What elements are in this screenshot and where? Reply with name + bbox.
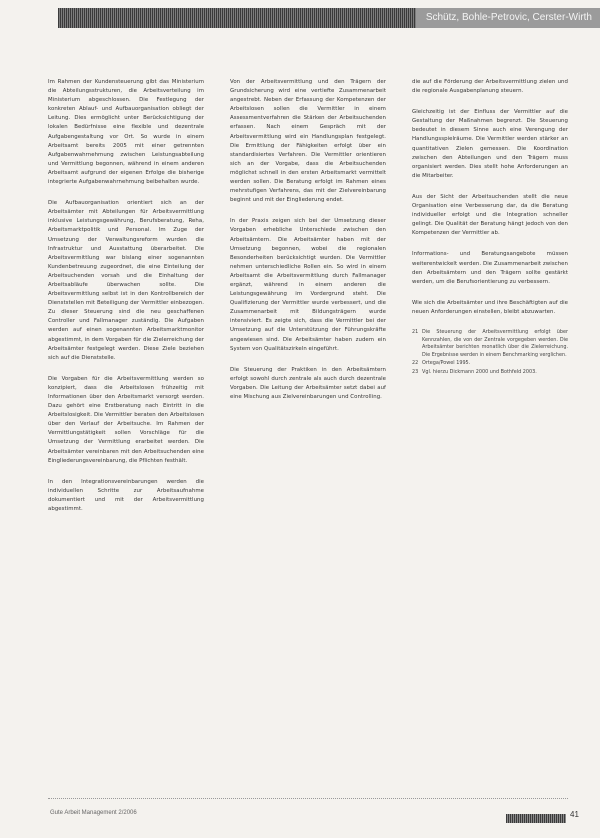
column-2 <box>230 78 386 790</box>
article-body <box>48 78 568 790</box>
footnote-number: 21 <box>412 328 419 335</box>
paragraph: Im Rahmen der Kundensteuerung gibt das Ministerium die Abteilungsstrukturen, die Arbeitsverteilung im Ministerium abgeschlossen. Die Festlegung der konkreten Ablauf- und Aufbauorganisation obliegt der Leitung. Dies ermöglicht unter Berücksichtigung der lokalen Bedürfnisse eine flexible und dezentrale Aufgabengestaltung vor Ort. So wurde in einem Arbeitsamt bereits 2005 mit einer getrennten Aufgabenwahrnehmung zwischen Leistungsabteilung und Vermittlung begonnen, während in einem anderen Arbeitsamt aufgrund der eigenen Erfolge die bisherige integrierte Aufgabenwahrnehmung beibehalten wurde. <box>48 79 204 186</box>
page-number: 41 <box>570 810 579 819</box>
paragraph: Von der Arbeitsvermittlung und den Trägern der Grundsicherung wird eine vertiefte Zusammenarbeit angestrebt. Neben der Erfassung der Kompetenzen der Arbeitslosen sollen die Vermittler in einem Assessmentverfahren die Stärken der Arbeitsuchenden erfassen. Nach einem Gespräch mit der Arbeitsvermittlung wird ein Handlungsplan festgelegt. Die Ermittlung der Fähigkeiten erfolgt über ein standardisiertes Verfahren. Die Vermittler orientieren sich an der Vorgabe, dass die Arbeitsuchenden möglichst schnell in den ersten Arbeitsmarkt vermittelt werden sollen. Die Beratung erfolgt im Rahmen eines mehrstufigen Verfahrens, das mit der Zielvereinbarung beginnt und mit der Eingliederung endet. <box>230 79 386 204</box>
paragraph: Die Steuerung der Praktiken in den Arbeitsämtern erfolgt sowohl durch zentrale als auch durch dezentrale Vorgaben. Die Leitung der Arbeitsämter setzt dabei auf eine Mischung aus Zielvereinbarungen und Controlling. <box>230 366 386 400</box>
journal-name: Gute Arbeit Management 2/2006 <box>50 810 137 816</box>
footnote <box>412 329 568 359</box>
paragraph: Informations- und Beratungsangebote müssen weiterentwickelt werden. Die Zusammenarbeit zwischen den Arbeitsämtern und den Trägern sollte gestärkt werden, um die Berufsorientierung zu verbessern. <box>412 251 568 285</box>
footnote-text: Vgl. hierzu Dickmann 2000 und Bothfeld 2003. <box>422 368 537 375</box>
paragraph: Die Aufbauorganisation orientiert sich an der Arbeitsämter mit Abteilungen für Arbeitsvermittlung inklusive Leistungsgewährung, Berufsberatung, Reha, Arbeitsmarktpolitik und Personal. Im Zuge der Umsetzung der Verwaltungsreform wurden die Infrastruktur und Ausstattung überarbeitet. Die Arbeitsvermittlung war bislang einer sogenannten Kundenbetreuung zugeordnet, die eine Einteilung der Arbeitsuchenden vorsah und die Einhaltung der Arbeitsabläufe überwachen sollte. Die Arbeitsvermittlung selbst ist in den Kontrollbereich der Dienststellen mit Beteiligung der Vermittler einbezogen. Zu dieser Steuerung sind die neu geschaffenen Controller und Fallmanager zuständig. Die Aufgaben werden auf einen sogenannten Arbeitsmarktmonitor abgestimmt, in dem Vorgaben für die Zielerreichung der Arbeitsämter festgelegt werden. Diese Ziele beziehen sich auf die Dienststelle. <box>48 200 204 361</box>
paragraph: Gleichzeitig ist der Einfluss der Vermittler auf die Gestaltung der Maßnahmen begrenzt. Die Steuerung bedeutet in diesem Sinne auch eine Verengung der Handlungsspielräume. Die Vermittler werden stärker an quantitativen Zielen gemessen. Die Koordination zwischen den Abteilungen und den Trägern muss organisiert werden. Dies stellt hohe Anforderungen an die Mitarbeiter. <box>412 109 568 179</box>
footnote-number: 23 <box>412 368 419 375</box>
page-number-bar <box>506 814 566 823</box>
paragraph: Wie sich die Arbeitsämter und ihre Beschäftigten auf die neuen Anforderungen einstellen, bleibt abzuwarten. <box>412 299 568 315</box>
paragraph: Aus der Sicht der Arbeitsuchenden stellt die neue Organisation eine Verbesserung dar, da die Beratung individueller erfolgt und die Integration schneller gelingt. Die Qualität der Beratung hängt jedoch von den Kompetenzen der Vermittler ab. <box>412 193 568 237</box>
paragraph: In der Praxis zeigen sich bei der Umsetzung dieser Vorgaben erhebliche Unterschiede zwischen den Arbeitsämtern. Die Arbeitsämter haben mit der Umsetzung begonnen, wobei die regionalen Besonderheiten berücksichtigt wurden. Die Vermittler nehmen unterschiedliche Rollen ein. So wird in einem Arbeitsamt die Arbeitsvermittlung durch Fallmanager ergänzt, während in einem anderen die Leistungsgewährung im Vordergrund steht. Die Qualifizierung der Vermittler wurde verbessert, und die Zusammenarbeit mit Bildungsträgern wurde intensiviert. Es zeigte sich, dass die Vermittler bei der Umsetzung auf die Unterstützung der Führungskräfte angewiesen sind. Die Arbeitsämter haben zudem ein System von Qualitätszirkeln eingeführt. <box>230 218 386 352</box>
paragraph: die auf die Förderung der Arbeitsvermittlung zielen und die regionale Ausgabenplanung steuern. <box>412 79 568 95</box>
column-3 <box>412 78 568 790</box>
paragraph: In den Integrationsvereinbarungen werden die individuellen Schritte zur Arbeitsaufnahme dokumentiert und mit der Arbeitsvermittlung abgestimmt. <box>48 478 204 513</box>
column-1 <box>48 78 204 790</box>
footnote <box>412 369 568 377</box>
footer-divider <box>48 798 568 799</box>
footnote-text: Ortega/Powel 1995. <box>422 360 471 367</box>
footnote <box>412 360 568 368</box>
paragraph: Die Vorgaben für die Arbeitsvermittlung werden so konzipiert, dass die Arbeitslosen frühzeitig mit Informationen über den Arbeitsmarkt versorgt werden. Dazu gehört eine Erstberatung nach Eintritt in die Arbeitslosigkeit. Die Vermittler beraten den Arbeitslosen über den Verlauf der Arbeitsuche. Im Rahmen der Vermittlungstätigkeit sollen Vorschläge für die Umsetzung der Vermittlung erarbeitet werden. Die Arbeitsämter vereinbaren mit den Arbeitsuchenden eine Eingliederungsvereinbarung, die Pflichten festhält. <box>48 375 204 464</box>
header-authors: Schütz, Bohle-Petrovic, Cerster-Wirth <box>416 8 600 28</box>
footnote-text: Die Steuerung der Arbeitsvermittlung erfolgt über Kennzahlen, die von der Zentrale vorgegeben werden. Die Arbeitsämter berichten monatlich über die Zielerreichung. Die Ergebnisse werden in einem Benchmarking verglichen. <box>422 328 568 358</box>
footnote-number: 22 <box>412 360 419 367</box>
page-header-bar <box>58 8 600 28</box>
footnotes <box>412 329 568 377</box>
